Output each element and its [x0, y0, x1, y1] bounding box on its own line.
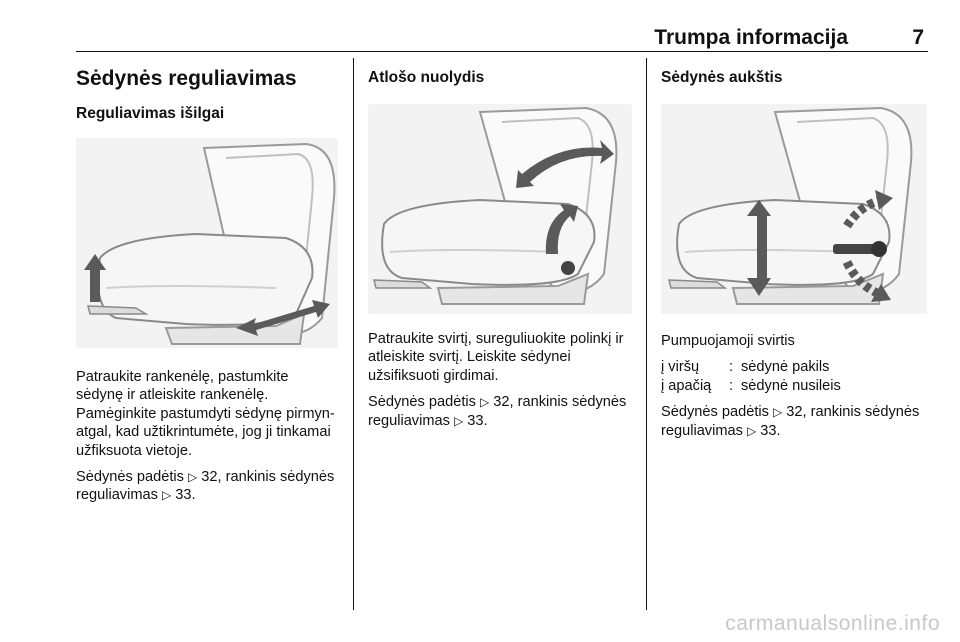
subsection-title-fore-aft: Reguliavimas išilgai — [76, 105, 225, 122]
subsection-title-backrest: Atlošo nuolydis — [368, 69, 485, 86]
xref-triangle-icon: ▷ — [772, 405, 783, 420]
seat-backrest-recline-illustration — [368, 104, 632, 314]
instruction-text: Patraukite rankenėlę, pastumkite sėdynę ir atleiskite rankenėlę. Pamėginkite pastumdyti sėdynę pirmyn-atgal, kad užtikrintumėte, jog ji tinkamai užfiksuota vietoje. — [76, 369, 335, 459]
cross-reference: Sėdynės padėtis ▷ 32, rankinis sėdynės reguliavimas ▷ 33. — [76, 469, 335, 504]
page-number: 7 — [912, 26, 924, 49]
instruction-text: Patraukite svirtį, sureguliuokite polinkį ir atleiskite svirtį. Leiskite sėdynei užsifiksuoti girdimai. — [368, 331, 624, 384]
xref-triangle-icon: ▷ — [453, 413, 464, 428]
column-height — [661, 58, 927, 448]
subsection-title-height: Sėdynės aukštis — [661, 69, 783, 86]
column-backrest — [368, 58, 632, 438]
cross-reference: Sėdynės padėtis ▷ 32, rankinis sėdynės reguliavimas ▷ 33. — [368, 394, 627, 429]
definition-list — [661, 358, 841, 395]
list-item: į viršų : sėdynė pakils — [661, 359, 830, 376]
seat-fore-aft-illustration — [76, 138, 338, 348]
xref-triangle-icon: ▷ — [746, 423, 757, 438]
xref-triangle-icon: ▷ — [479, 395, 490, 410]
column-divider-2 — [646, 58, 647, 610]
column-fore-aft — [76, 58, 338, 513]
header-divider — [76, 51, 928, 52]
list-item: į apačią : sėdynė nusileis — [661, 377, 841, 394]
lever-name: Pumpuojamoji svirtis — [661, 333, 795, 349]
section-title: Sėdynės reguliavimas — [76, 67, 297, 90]
page-header — [76, 26, 928, 54]
watermark: carmanualsonline.info — [725, 612, 940, 635]
header-title: Trumpa informacija — [654, 26, 848, 49]
xref-triangle-icon: ▷ — [161, 488, 172, 503]
xref-triangle-icon: ▷ — [187, 470, 198, 485]
seat-height-pump-lever-illustration — [661, 104, 927, 314]
column-divider-1 — [353, 58, 354, 610]
cross-reference: Sėdynės padėtis ▷ 32, rankinis sėdynės reguliavimas ▷ 33. — [661, 404, 920, 439]
